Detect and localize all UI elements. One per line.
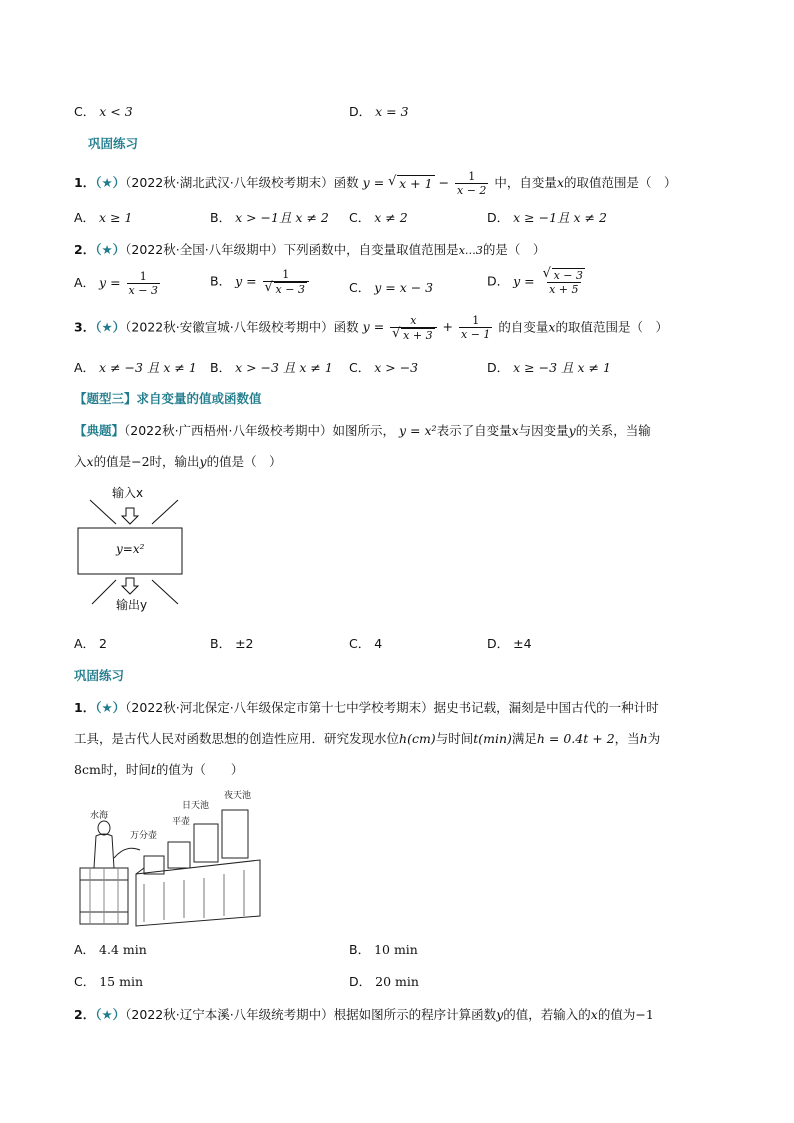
type3-option-c[interactable] bbox=[349, 634, 382, 652]
option-label: B． bbox=[210, 210, 232, 225]
option-label: B． bbox=[210, 360, 232, 375]
function-machine-diagram bbox=[74, 484, 194, 614]
option-text: x ≠ 2 bbox=[374, 210, 408, 225]
math-text: t(min) bbox=[473, 731, 512, 746]
q2-option-b[interactable]: B． y = 1 √ x − 3 bbox=[210, 268, 311, 296]
q3-option-d[interactable] bbox=[487, 358, 611, 376]
down-arrow-icon bbox=[122, 508, 138, 524]
q2-option-c[interactable] bbox=[349, 278, 433, 296]
question-text: 与时间 bbox=[435, 731, 474, 746]
question-text: 的取值范围是（ ） bbox=[555, 319, 668, 335]
diagram-input-label: 输入x bbox=[112, 486, 144, 500]
s2-q1-option-d[interactable] bbox=[349, 972, 419, 990]
type3-heading: 【题型三】求自变量的值或函数值 bbox=[74, 391, 262, 406]
question-number: 2． bbox=[74, 242, 96, 257]
option-label: C． bbox=[74, 974, 96, 989]
example-text: 表示了自变量 bbox=[436, 423, 512, 438]
option-label: D． bbox=[349, 974, 372, 989]
option-label: D． bbox=[487, 273, 510, 289]
question-text: 满足 bbox=[511, 731, 537, 746]
question-text: （2022秋·辽宁本溪·八年级统考期中）根据如图所示的程序计算函数 bbox=[125, 1007, 497, 1022]
question-text: 时，时间 bbox=[100, 762, 151, 777]
question-text: 为 bbox=[647, 731, 661, 746]
option-label: C． bbox=[349, 280, 371, 295]
option-text: 10 min bbox=[374, 942, 418, 957]
option-text: ±4 bbox=[513, 636, 532, 651]
q1-formula: y = √ x + 1 − $\frac{1}{x - 2}$ bbox=[362, 170, 487, 197]
option-label: D． bbox=[349, 104, 372, 119]
option-label: C． bbox=[74, 104, 96, 119]
section-heading-practice-2: 巩固练习 bbox=[74, 668, 125, 683]
example-text: 时，输出 bbox=[149, 454, 200, 469]
question-text: 的值为（ ） bbox=[155, 762, 244, 777]
option-text: 4.4 min bbox=[99, 942, 147, 957]
option-label: A． bbox=[74, 360, 96, 375]
diagonal-line bbox=[92, 580, 116, 604]
label-haishui: 水海 bbox=[90, 811, 109, 821]
star-badge: （★） bbox=[95, 1007, 126, 1022]
option-text: x ≥ 1 bbox=[99, 210, 133, 225]
q3-option-c[interactable] bbox=[349, 358, 418, 376]
option-text: x = 3 bbox=[375, 104, 409, 119]
diagonal-line bbox=[152, 580, 178, 604]
option-text: x < 3 bbox=[99, 104, 133, 119]
star-badge: （★） bbox=[95, 319, 126, 335]
question-source: （2022秋·全国·八年级期中）下列函数中，自变量取值范围是 bbox=[125, 242, 459, 257]
example-text: 入 bbox=[74, 454, 87, 469]
person-head bbox=[98, 821, 110, 835]
option-label: D． bbox=[487, 360, 510, 375]
option-text: x ≠ −3 且 x ≠ 1 bbox=[99, 360, 197, 375]
option-label: D． bbox=[487, 636, 510, 651]
diagonal-line bbox=[152, 500, 178, 524]
s2-question-2 bbox=[74, 1005, 654, 1023]
option-label: C． bbox=[349, 636, 371, 651]
option-label: C． bbox=[349, 360, 371, 375]
question-number: 3． bbox=[74, 319, 96, 335]
option-text: ±2 bbox=[235, 636, 254, 651]
question-2 bbox=[74, 240, 545, 258]
option-label: A． bbox=[74, 275, 96, 290]
type3-option-a[interactable] bbox=[74, 634, 107, 652]
type3-option-d[interactable] bbox=[487, 634, 532, 652]
s2-question-1-line-3 bbox=[74, 760, 243, 778]
example-text: 的关系，当输 bbox=[575, 423, 651, 438]
math-text: y bbox=[496, 1007, 504, 1022]
label-wanfenhu: 万分壶 bbox=[130, 831, 158, 841]
label-yetianchi: 夜天池 bbox=[224, 791, 252, 801]
q3-option-b[interactable] bbox=[210, 358, 333, 376]
option-text: y = x − 3 bbox=[374, 280, 434, 295]
example-text: 的值是 bbox=[93, 454, 132, 469]
option-label: B． bbox=[349, 942, 371, 957]
table bbox=[136, 860, 260, 926]
q1-option-c[interactable] bbox=[349, 208, 408, 226]
prev-option-c[interactable] bbox=[74, 102, 133, 120]
option-label: B． bbox=[210, 273, 232, 289]
vessel-yetianchi bbox=[222, 810, 248, 858]
star-badge: （★） bbox=[95, 242, 126, 257]
question-text: 的取值范围是（ ） bbox=[564, 175, 677, 190]
option-text: 15 min bbox=[99, 974, 143, 989]
question-number: 2． bbox=[74, 1007, 96, 1022]
condition-formula: x…3 bbox=[458, 244, 483, 257]
math-text: h(cm) bbox=[399, 731, 436, 746]
option-text: x ≥ −3 且 x ≠ 1 bbox=[513, 360, 611, 375]
question-1: 1．（★）（2022秋·湖北武汉·八年级校考期末）函数 y = √ x + 1 − $\frac{1}{x - 2}$ 中，自变量x的取值范围是（ ） bbox=[74, 170, 677, 197]
example-text: （2022秋·广西梧州·八年级校考期中）如图所示， bbox=[124, 423, 396, 438]
question-text: （2022秋·河北保定·八年级保定市第十七中学校考期末）据史书记载，漏刻是中国古代的一种计时 bbox=[125, 700, 659, 715]
vessel-ritianchi bbox=[194, 824, 218, 862]
vessel-pinghu bbox=[168, 842, 190, 868]
diagonal-line bbox=[90, 500, 116, 524]
star-badge: （★） bbox=[95, 175, 126, 190]
pipe bbox=[114, 848, 140, 858]
option-label: A． bbox=[74, 942, 96, 957]
question-text: 中，自变量 bbox=[494, 175, 557, 190]
option-text: 2 bbox=[99, 636, 107, 651]
question-number: 1． bbox=[74, 175, 96, 190]
s2-question-1-line-1 bbox=[74, 698, 659, 716]
s2-q1-option-c[interactable] bbox=[74, 972, 143, 990]
s2-question-1-line-2 bbox=[74, 729, 660, 747]
q1-option-b[interactable] bbox=[210, 208, 329, 226]
question-source: （2022秋·安徽宣城·八年级校考期中）函数 bbox=[125, 319, 359, 335]
type3-option-b[interactable] bbox=[210, 634, 254, 652]
option-label: A． bbox=[74, 210, 96, 225]
water-clock-figure bbox=[74, 788, 274, 928]
q3-option-a[interactable] bbox=[74, 358, 197, 376]
question-text: 的是（ ） bbox=[482, 242, 546, 257]
question-text: 的值，若输入的 bbox=[503, 1007, 591, 1022]
question-source: （2022秋·湖北武汉·八年级校考期末）函数 bbox=[125, 175, 359, 190]
option-text: 4 bbox=[374, 636, 383, 651]
option-text: x > −3 bbox=[374, 360, 419, 375]
option-text: 20 min bbox=[375, 974, 419, 989]
section-heading-practice-1: 巩固练习 bbox=[88, 136, 139, 151]
math-value: −1 bbox=[635, 1007, 654, 1022]
option-text: x > −1且 x ≠ 2 bbox=[235, 210, 329, 225]
question-number: 1． bbox=[74, 700, 96, 715]
question-text: ，当 bbox=[614, 731, 640, 746]
star-badge: （★） bbox=[95, 700, 126, 715]
example-value: −2 bbox=[131, 454, 150, 469]
option-text: x > −3 且 x ≠ 1 bbox=[235, 360, 333, 375]
question-3: 3．（★）（2022秋·安徽宣城·八年级校考期中）函数 y = x √ x + 3 + $\frac{1}{x - 1}$ 的自变量x的取值范围是（ ） bbox=[74, 314, 668, 342]
math-text: x bbox=[590, 1007, 598, 1022]
prev-option-d[interactable] bbox=[349, 102, 409, 120]
q1-option-d[interactable] bbox=[487, 208, 607, 226]
question-text: 的值为 bbox=[597, 1007, 636, 1022]
example-tag: 【典题】 bbox=[74, 423, 125, 438]
example-text: 与因变量 bbox=[518, 423, 569, 438]
s2-q1-option-b[interactable] bbox=[349, 940, 418, 958]
example-text: 的值是（ ） bbox=[206, 454, 282, 469]
example-formula: y = x² bbox=[399, 423, 437, 438]
option-label: C． bbox=[349, 210, 371, 225]
question-text: 的自变量 bbox=[498, 319, 549, 335]
diagram-output-label: 输出y bbox=[116, 598, 148, 612]
s2-q1-option-a[interactable] bbox=[74, 940, 147, 958]
question-text: 工具，是古代人民对函数思想的创造性应用．研究发现水位 bbox=[74, 731, 400, 746]
math-text: 8cm bbox=[74, 762, 101, 777]
option-text: x ≥ −1且 x ≠ 2 bbox=[513, 210, 607, 225]
option-label: B． bbox=[210, 636, 232, 651]
label-pinghu: 平壶 bbox=[172, 817, 191, 827]
math-text: h = 0.4t + 2 bbox=[536, 731, 615, 746]
option-label: D． bbox=[487, 210, 510, 225]
math-text: h bbox=[639, 731, 648, 746]
option-label: A． bbox=[74, 636, 96, 651]
q2-option-a[interactable]: A． y = $\frac{1}{x - 3}$ bbox=[74, 270, 158, 297]
down-arrow-icon bbox=[122, 578, 138, 594]
person-body bbox=[94, 834, 114, 868]
q2-option-d[interactable]: D． y = √ x − 3 x + 5 bbox=[487, 265, 584, 296]
example-line-1: 【典题】（2022秋·广西梧州·八年级校考期中）如图所示， y = x²表示了自变量x与因变量y的关系，当输 bbox=[74, 423, 651, 438]
example-line-2: 入x的值是−2时，输出y的值是（ ） bbox=[74, 454, 282, 469]
diagram-formula: y=x² bbox=[116, 542, 145, 556]
label-ritianchi: 日天池 bbox=[182, 801, 210, 811]
q1-option-a[interactable] bbox=[74, 208, 132, 226]
q3-formula: y = x √ x + 3 + $\frac{1}{x - 1}$ bbox=[362, 314, 491, 342]
math-text: t bbox=[150, 762, 156, 777]
